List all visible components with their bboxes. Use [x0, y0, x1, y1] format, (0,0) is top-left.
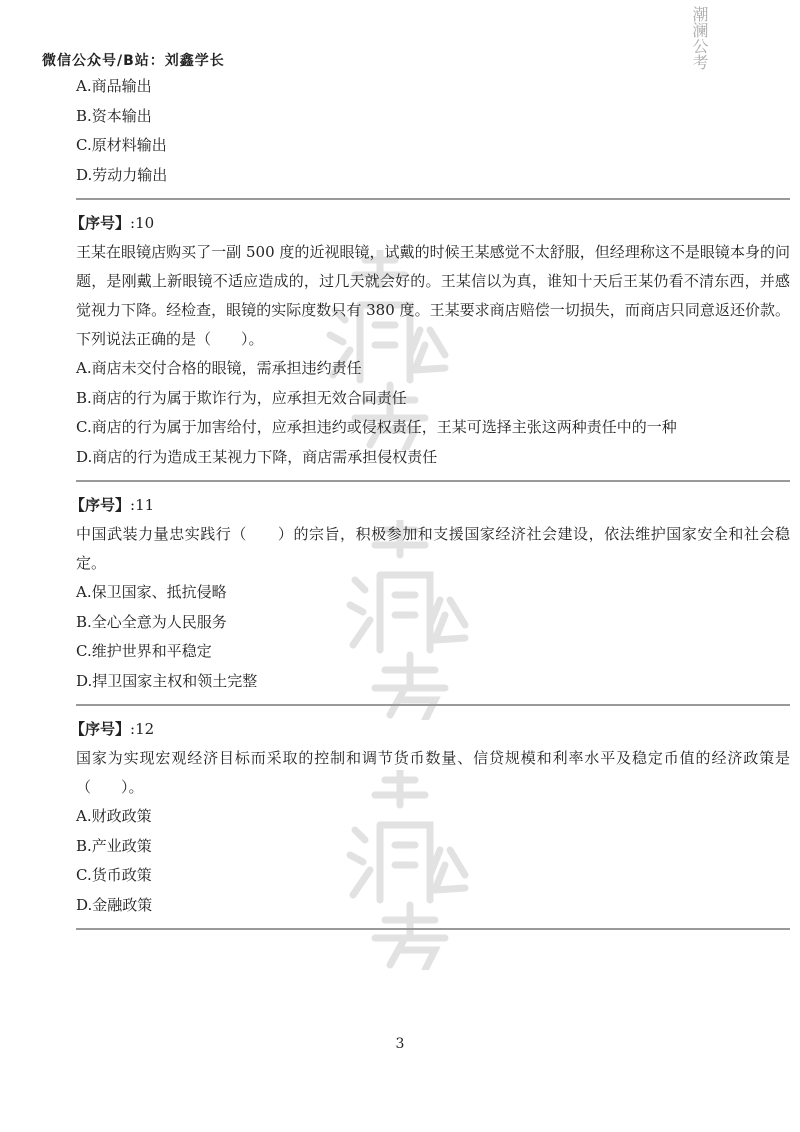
question-11 [70, 490, 790, 696]
question-label: 【序号】 [70, 214, 131, 232]
divider [76, 928, 790, 930]
option: C.原材料输出 [76, 136, 167, 154]
question-label: 【序号】 [70, 496, 131, 514]
question-12 [70, 714, 790, 920]
option: C.货币政策 [76, 866, 152, 884]
divider [76, 480, 790, 482]
option: D.捍卫国家主权和领土完整 [76, 671, 258, 690]
divider [76, 198, 790, 200]
question-number: :11 [130, 496, 155, 514]
logo-watermark: 潮澜公考 [690, 6, 709, 70]
question-label: 【序号】 [70, 720, 131, 738]
option: D.劳动力输出 [76, 165, 168, 184]
page-header: 微信公众号/B站：刘鑫学长 [42, 53, 225, 69]
divider [76, 704, 790, 706]
question-number: :12 [130, 720, 155, 738]
option: C.维护世界和平稳定 [76, 642, 212, 660]
page-content [0, 50, 800, 938]
option: A.保卫国家、抵抗侵略 [76, 583, 227, 601]
question-text: 国家为实现宏观经济目标而采取的控制和调节货币数量、信贷规模和利率水平及稳定币值的经济政策是（ ）。 [76, 749, 790, 796]
option: D.金融政策 [76, 895, 153, 914]
option: D.商店的行为造成王某视力下降，商店需承担侵权责任 [76, 447, 438, 466]
question-10 [70, 208, 790, 472]
previous-question-options [76, 72, 790, 190]
option: A.商品输出 [76, 77, 152, 95]
option: B.全心全意为人民服务 [76, 612, 227, 631]
page-number: 3 [395, 1036, 405, 1052]
question-text: 王某在眼镜店购买了一副 500 度的近视眼镜，试戴的时候王某感觉不太舒服，但经理称这不是眼镜本身的问题，是刚戴上新眼镜不适应造成的，过几天就会好的。王某信以为真，谁知十天后王某仍看不清东西，并感觉视力下降。经检查，眼镜的实际度数只有 380 度。王某要求商店赔偿一切损失，而商店只同意返还价款。下列说法正确的是（ ）。 [76, 243, 790, 348]
question-number: :10 [130, 214, 155, 232]
option: C.商店的行为属于加害给付，应承担违约或侵权责任，王某可选择主张这两种责任中的一种 [76, 418, 677, 436]
option: B.产业政策 [76, 836, 152, 855]
question-text: 中国武装力量忠实践行（ ）的宗旨，积极参加和支援国家经济社会建设，依法维护国家安全和社会稳定。 [76, 525, 790, 572]
option: A.财政政策 [76, 807, 152, 825]
option: B.资本输出 [76, 106, 152, 125]
option: B.商店的行为属于欺诈行为，应承担无效合同责任 [76, 388, 407, 407]
option: A.商店未交付合格的眼镜，需承担违约责任 [76, 359, 362, 377]
